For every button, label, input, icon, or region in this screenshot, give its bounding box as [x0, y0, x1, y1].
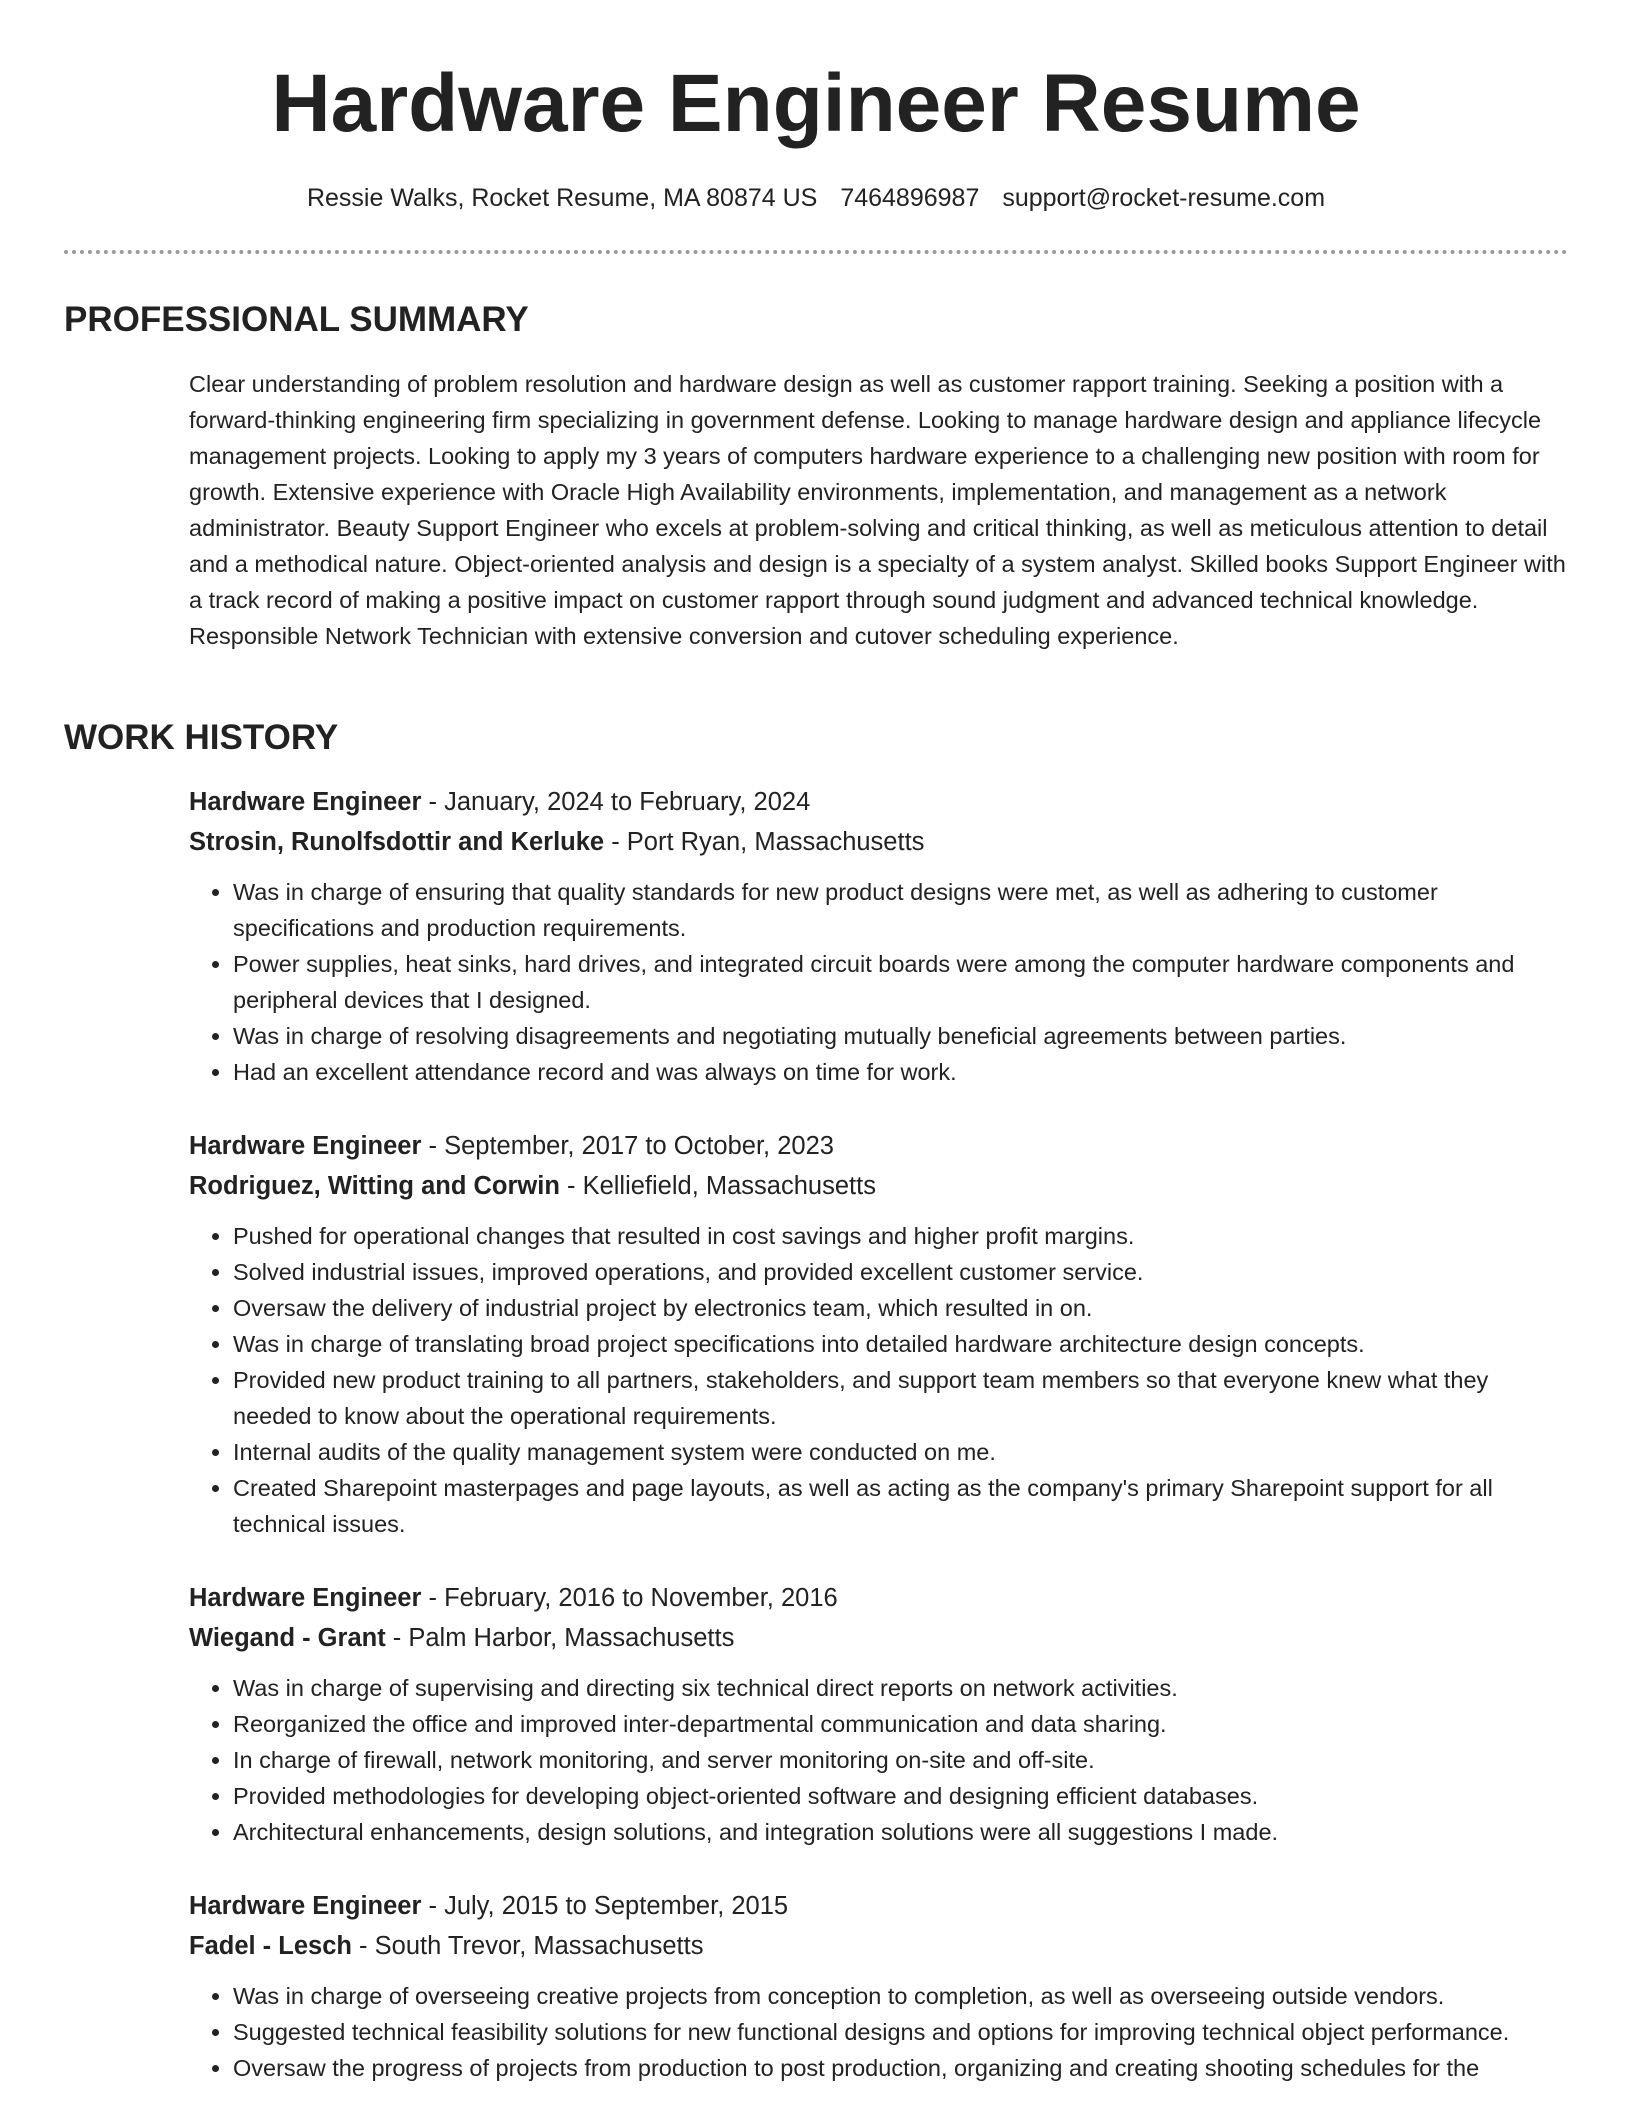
job-bullet: • Solved industrial issues, improved operations, and provided excellent customer service.: [233, 1254, 1569, 1290]
job-bullet: • Was in charge of overseeing creative projects from conception to completion, as well as overseeing outside vendors.: [233, 1978, 1569, 2014]
contact-email: support@rocket-resume.com: [1002, 184, 1326, 212]
job-bullet: • Was in charge of resolving disagreements and negotiating mutually beneficial agreements between parties.: [233, 1018, 1569, 1054]
job-location: - Palm Harbor, Massachusetts: [385, 1624, 735, 1652]
job-dates: - September, 2017 to October, 2023: [421, 1132, 834, 1160]
job-bullets: [189, 1218, 1569, 1542]
job-dates: - July, 2015 to September, 2015: [421, 1892, 789, 1920]
job-title: Hardware Engineer: [189, 1132, 422, 1160]
job-bullet: • Was in charge of translating broad project specifications into detailed hardware architecture design concepts.: [233, 1326, 1569, 1362]
job-entry: [189, 1126, 1569, 1542]
job-entry: [189, 782, 1569, 1090]
job-location: - Port Ryan, Massachusetts: [604, 828, 925, 856]
job-bullet: • Created Sharepoint masterpages and page layouts, as well as acting as the company's primary Sharepoint support for all technical issues.: [233, 1470, 1569, 1542]
summary-heading: PROFESSIONAL SUMMARY: [64, 300, 529, 339]
resume-title: Hardware Engineer Resume: [271, 58, 1361, 149]
contact-address: Ressie Walks, Rocket Resume, MA 80874 US: [306, 184, 818, 212]
job-company: Wiegand - Grant: [189, 1624, 386, 1652]
job-entry: [189, 1578, 1569, 1850]
job-bullet: • In charge of firewall, network monitoring, and server monitoring on-site and off-site.: [233, 1742, 1569, 1778]
job-bullet: • Was in charge of supervising and directing six technical direct reports on network activities.: [233, 1670, 1569, 1706]
job-company: Fadel - Lesch: [189, 1932, 352, 1960]
job-title: Hardware Engineer: [189, 1584, 422, 1612]
job-dates: - February, 2016 to November, 2016: [421, 1584, 838, 1612]
job-bullets: [189, 1670, 1569, 1850]
contact-phone: 7464896987: [840, 184, 980, 212]
job-bullet: • Provided methodologies for developing object-oriented software and designing efficient databases.: [233, 1778, 1569, 1814]
job-bullet: • Pushed for operational changes that resulted in cost savings and higher profit margins.: [233, 1218, 1569, 1254]
job-bullet: • Was in charge of ensuring that quality standards for new product designs were met, as well as adhering to customer specifications and production requirements.: [233, 874, 1569, 946]
job-bullet: • Had an excellent attendance record and was always on time for work.: [233, 1054, 1569, 1090]
job-bullets: [189, 1978, 1569, 2086]
job-bullet: • Power supplies, heat sinks, hard drives, and integrated circuit boards were among the computer hardware components and peripheral devices that I designed.: [233, 946, 1569, 1018]
job-company: Strosin, Runolfsdottir and Kerluke: [189, 828, 605, 856]
job-company-line: [189, 1926, 1569, 1966]
header-divider: [64, 250, 1568, 254]
job-bullet: • Oversaw the progress of projects from production to post production, organizing and creating shooting schedules for the: [233, 2050, 1569, 2086]
job-entry: [189, 1886, 1569, 2086]
job-bullet: • Oversaw the delivery of industrial project by electronics team, which resulted in on.: [233, 1290, 1569, 1326]
job-location: - Kelliefield, Massachusetts: [559, 1172, 876, 1200]
job-company-line: [189, 1618, 1569, 1658]
work-history-heading: WORK HISTORY: [64, 718, 339, 757]
job-title-line: [189, 1578, 1569, 1618]
job-title-line: [189, 1126, 1569, 1166]
job-location: - South Trevor, Massachusetts: [351, 1932, 704, 1960]
summary-text: Clear understanding of problem resolution and hardware design as well as customer rapport training. Seeking a position with a forward-thinking engineering firm specializing in government defense. Looking to manage hardware design and appliance lifecycle management projects. Looking to apply my 3 years of computers hardware experience to a challenging new position with room for growth. Extensive experience with Oracle High Availability environments, implementation, and management as a network administrator. Beauty Support Engineer who excels at problem-solving and critical thinking, as well as meticulous attention to detail and a methodical nature. Object-oriented analysis and design is a specialty of a system analyst. Skilled books Support Engineer with a track record of making a positive impact on customer rapport through sound judgment and advanced technical knowledge. Responsible Network Technician with extensive conversion and cutover scheduling experience.: [189, 371, 1566, 649]
job-company-line: [189, 822, 1569, 862]
job-bullets: [189, 874, 1569, 1090]
job-dates: - January, 2024 to February, 2024: [421, 788, 811, 816]
job-bullet: • Reorganized the office and improved inter-departmental communication and data sharing.: [233, 1706, 1569, 1742]
job-bullet: • Provided new product training to all partners, stakeholders, and support team members so that everyone knew what they needed to know about the operational requirements.: [233, 1362, 1569, 1434]
job-company: Rodriguez, Witting and Corwin: [189, 1172, 560, 1200]
job-title-line: [189, 1886, 1569, 1926]
job-title: Hardware Engineer: [189, 788, 422, 816]
contact-line: [0, 180, 1632, 216]
job-bullet: • Internal audits of the quality management system were conducted on me.: [233, 1434, 1569, 1470]
job-company-line: [189, 1166, 1569, 1206]
job-title-line: [189, 782, 1569, 822]
job-bullet: • Suggested technical feasibility solutions for new functional designs and options for improving technical object performance.: [233, 2014, 1569, 2050]
job-bullet: • Architectural enhancements, design solutions, and integration solutions were all suggestions I made.: [233, 1814, 1569, 1850]
job-title: Hardware Engineer: [189, 1892, 422, 1920]
